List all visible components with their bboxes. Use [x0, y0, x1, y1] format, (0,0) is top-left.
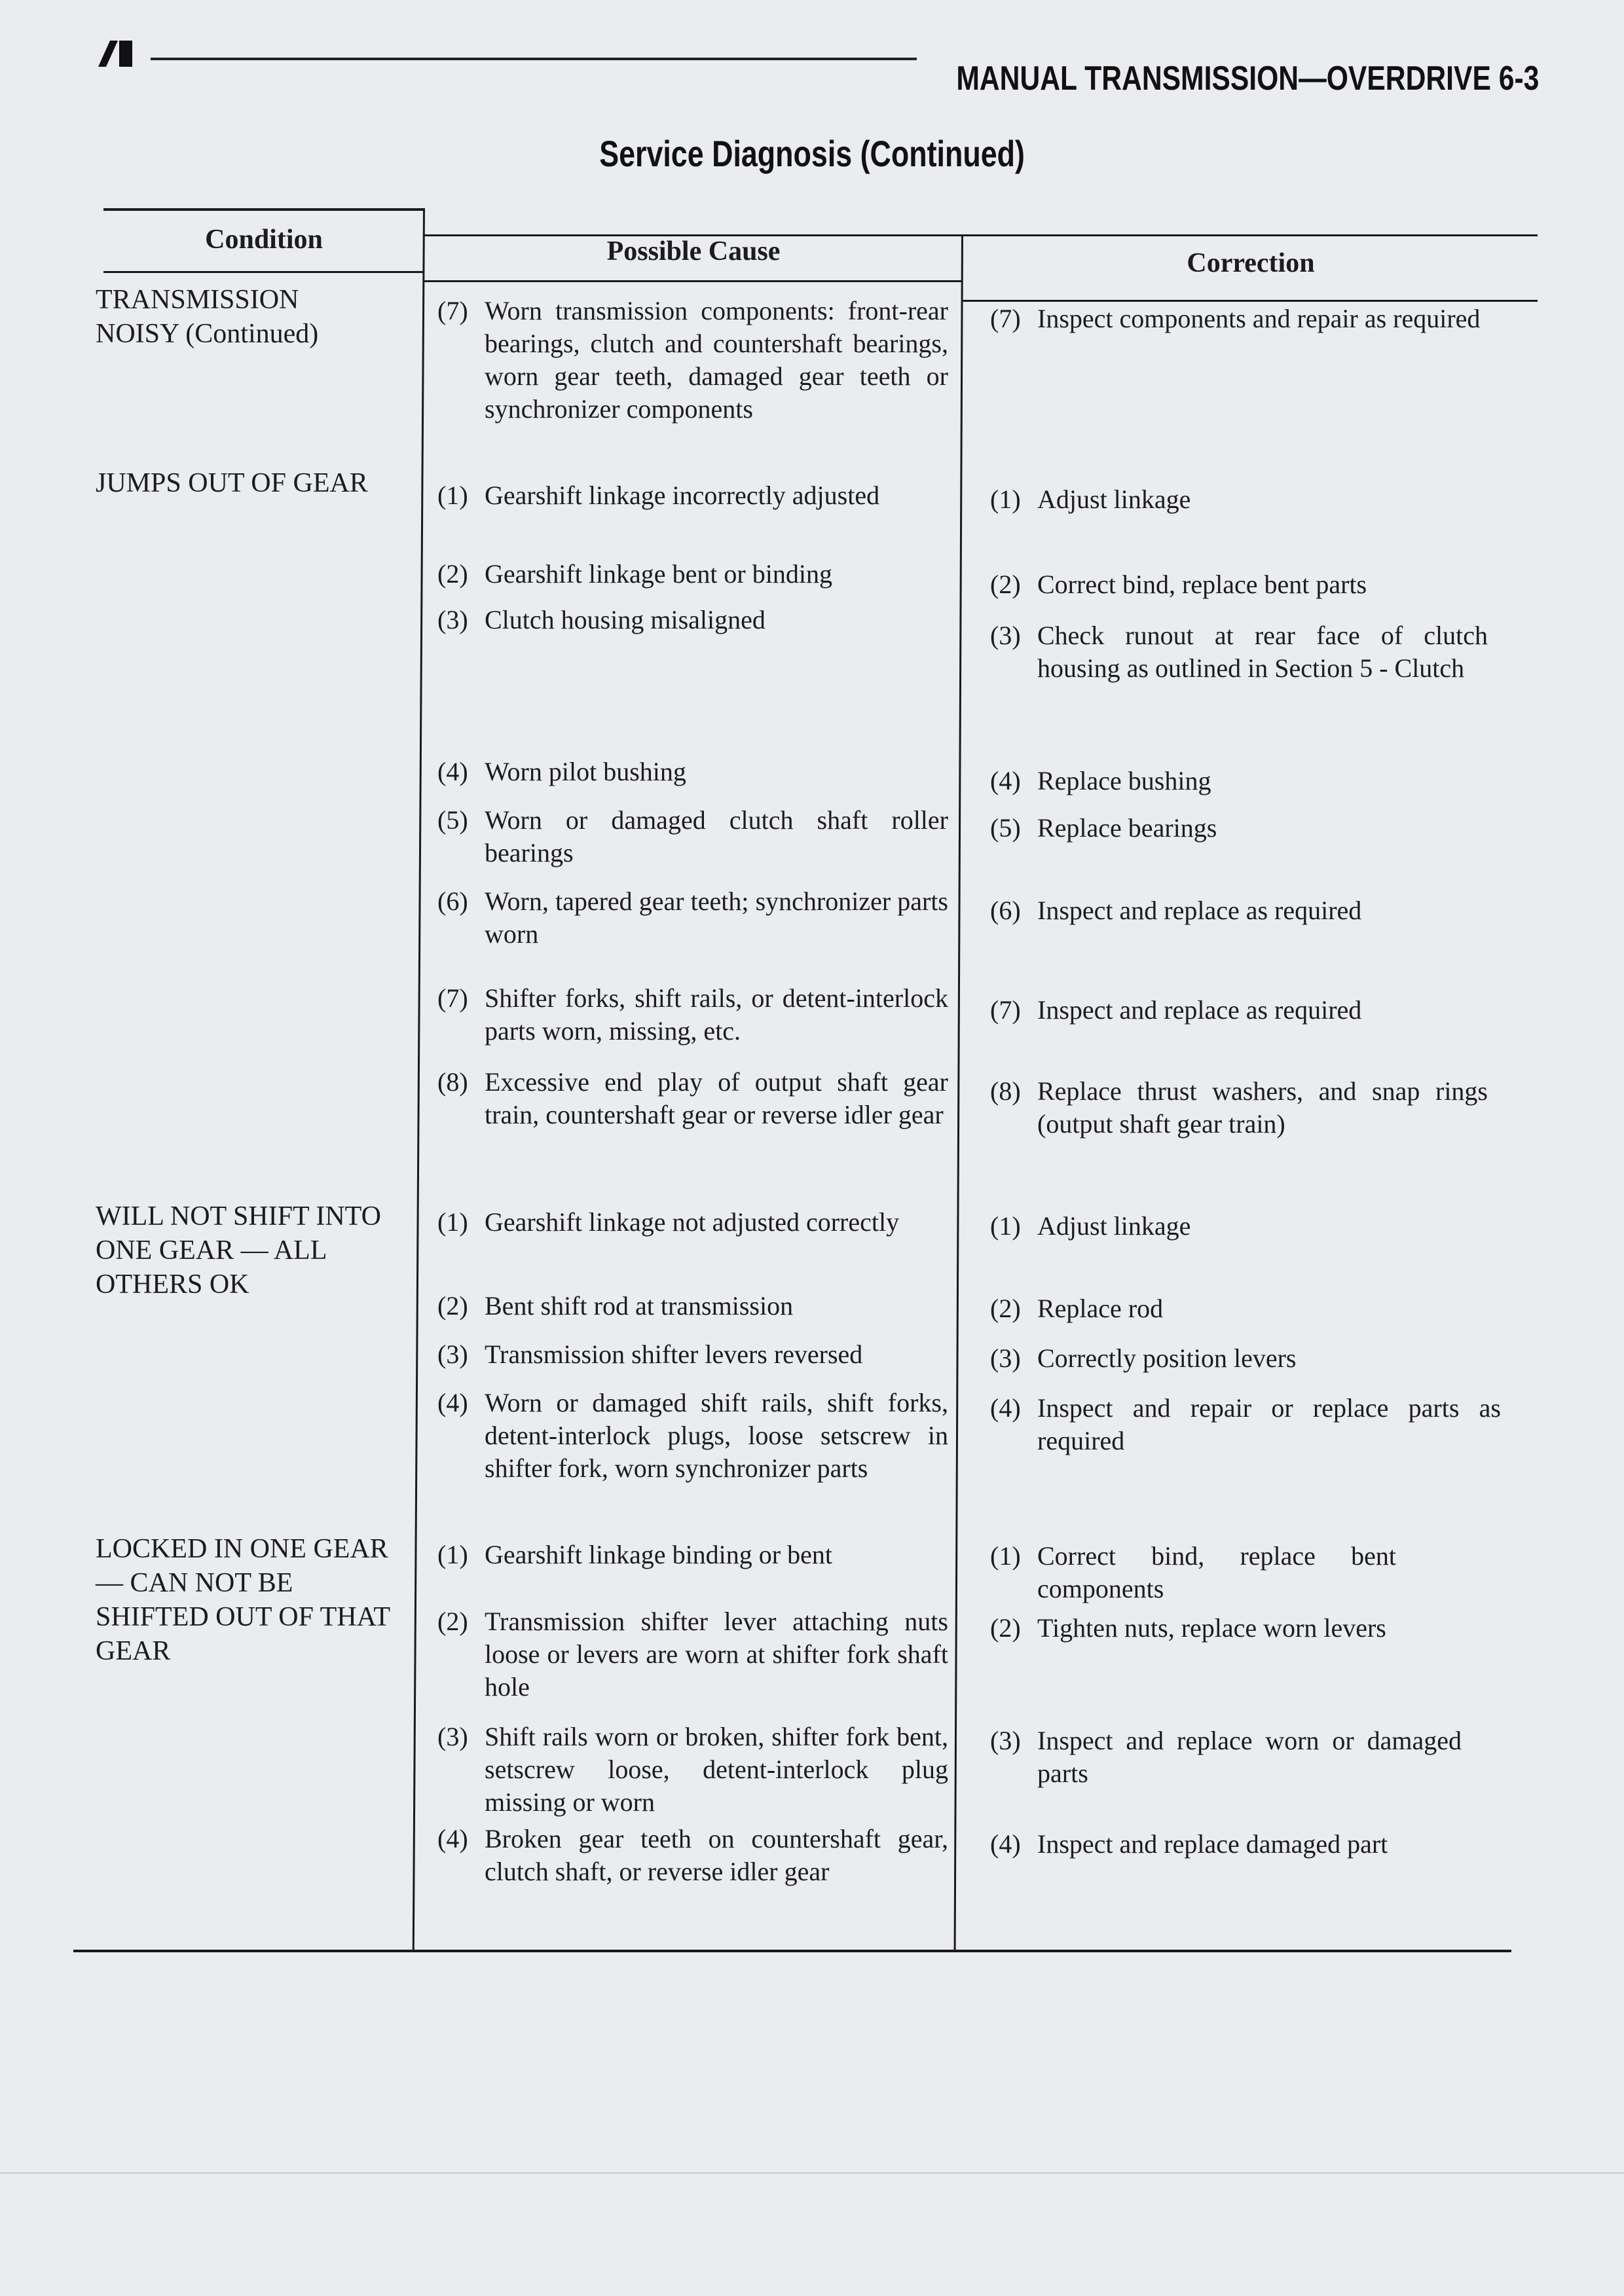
section-title-text: Service Diagnosis (Continued)	[599, 133, 1025, 174]
correction-item: (6) Inspect and replace as required	[990, 896, 1362, 925]
correction-item: (3) Inspect and replace worn or damaged parts	[990, 1726, 1462, 1788]
cause-item: (4) Worn or damaged shift rails, shift forks, detent-interlock plugs, loose setscrew in shifter fork, worn synchronizer parts	[437, 1388, 948, 1483]
condition-locked-in-gear: LOCKED IN ONE GEAR — CAN NOT BE SHIFTED OUT OF THAT GEAR	[96, 1534, 390, 1666]
section-title	[0, 132, 1624, 175]
running-head: MANUAL TRANSMISSION—OVERDRIVE 6-3	[955, 60, 1539, 98]
cause-item: (3) Shift rails worn or broken, shifter fork bent, setscrew loose, detent-interlock plug missing or worn	[437, 1722, 948, 1817]
correction-item: (5) Replace bearings	[990, 813, 1217, 843]
cause-item: (3) Transmission shifter levers reversed	[437, 1339, 863, 1369]
correction-item: (8) Replace thrust washers, and snap rings (output shaft gear train)	[990, 1076, 1488, 1139]
cause-item: (4) Broken gear teeth on countershaft gear, clutch shaft, or reverse idler gear	[437, 1824, 948, 1886]
condition-head-rule	[103, 271, 424, 273]
correction-item: (3) Check runout at rear face of clutch housing as outlined in Section 5 - Clutch	[990, 621, 1488, 683]
correction-item: (4) Replace bushing	[990, 766, 1211, 795]
correction-item: (4) Inspect and repair or replace parts as required	[990, 1393, 1501, 1455]
table-bottom-rule	[73, 1950, 1511, 1952]
correction-item: (1) Adjust linkage	[990, 484, 1191, 514]
condition-will-not-shift: WILL NOT SHIFT INTO ONE GEAR — ALL OTHERS OK	[96, 1201, 381, 1300]
cause-item: (4) Worn pilot bushing	[437, 757, 686, 786]
cause-item: (5) Worn or damaged clutch shaft roller bearings	[437, 805, 948, 867]
cause-item: (1) Gearshift linkage binding or bent	[437, 1540, 832, 1569]
condition-transmission-noisy: TRANSMISSION NOISY (Continued)	[96, 285, 319, 349]
column-head-correction: Correction	[1187, 248, 1315, 278]
cause-item: (1) Gearshift linkage not adjusted correctly	[437, 1207, 900, 1237]
column-head-condition: Condition	[205, 225, 323, 255]
correction-item: (7) Inspect and replace as required	[990, 995, 1362, 1025]
cause-item: (7) Shifter forks, shift rails, or detent-interlock parts worn, missing, etc.	[437, 983, 948, 1046]
cause-item: (3) Clutch housing misaligned	[437, 605, 766, 634]
correction-item: (2) Replace rod	[990, 1294, 1164, 1323]
scan-edge	[0, 2172, 1624, 2174]
correction-item: (3) Correctly position levers	[990, 1343, 1297, 1373]
correction-item: (7) Inspect components and repair as required	[990, 304, 1481, 333]
cause-item: (8) Excessive end play of output shaft gear train, countershaft gear or reverse idler gear	[437, 1067, 948, 1129]
cause-item: (6) Worn, tapered gear teeth; synchronizer parts worn	[437, 886, 948, 949]
column-head-possible-cause: Possible Cause	[606, 236, 781, 266]
cause-head-rule	[424, 280, 961, 282]
correction-item: (4) Inspect and replace damaged part	[990, 1829, 1388, 1859]
correction-head-rule	[961, 300, 1538, 302]
condition-jumps-out-of-gear: JUMPS OUT OF GEAR	[96, 468, 368, 498]
correction-item: (1) Correct bind, replace bent components	[990, 1541, 1396, 1603]
cause-item: (1) Gearshift linkage incorrectly adjusted	[437, 481, 880, 510]
column-divider-right	[954, 234, 963, 1950]
correction-item: (2) Tighten nuts, replace worn levers	[990, 1613, 1386, 1643]
cause-item: (2) Transmission shifter lever attaching nuts loose or levers are worn at shifter fork shaft hole	[437, 1607, 948, 1702]
table-top-rule	[103, 208, 424, 211]
cause-item: (2) Bent shift rod at transmission	[437, 1291, 794, 1321]
chrysler-logo-icon	[98, 41, 134, 67]
cause-item: (7) Worn transmission components: front-rear bearings, clutch and countershaft bearings, worn gear teeth, damaged gear teeth or synchronizer components	[437, 296, 948, 424]
correction-item: (1) Adjust linkage	[990, 1211, 1191, 1241]
cause-item: (2) Gearshift linkage bent or binding	[437, 559, 832, 589]
header-rule	[151, 58, 917, 60]
correction-item: (2) Correct bind, replace bent parts	[990, 570, 1367, 599]
